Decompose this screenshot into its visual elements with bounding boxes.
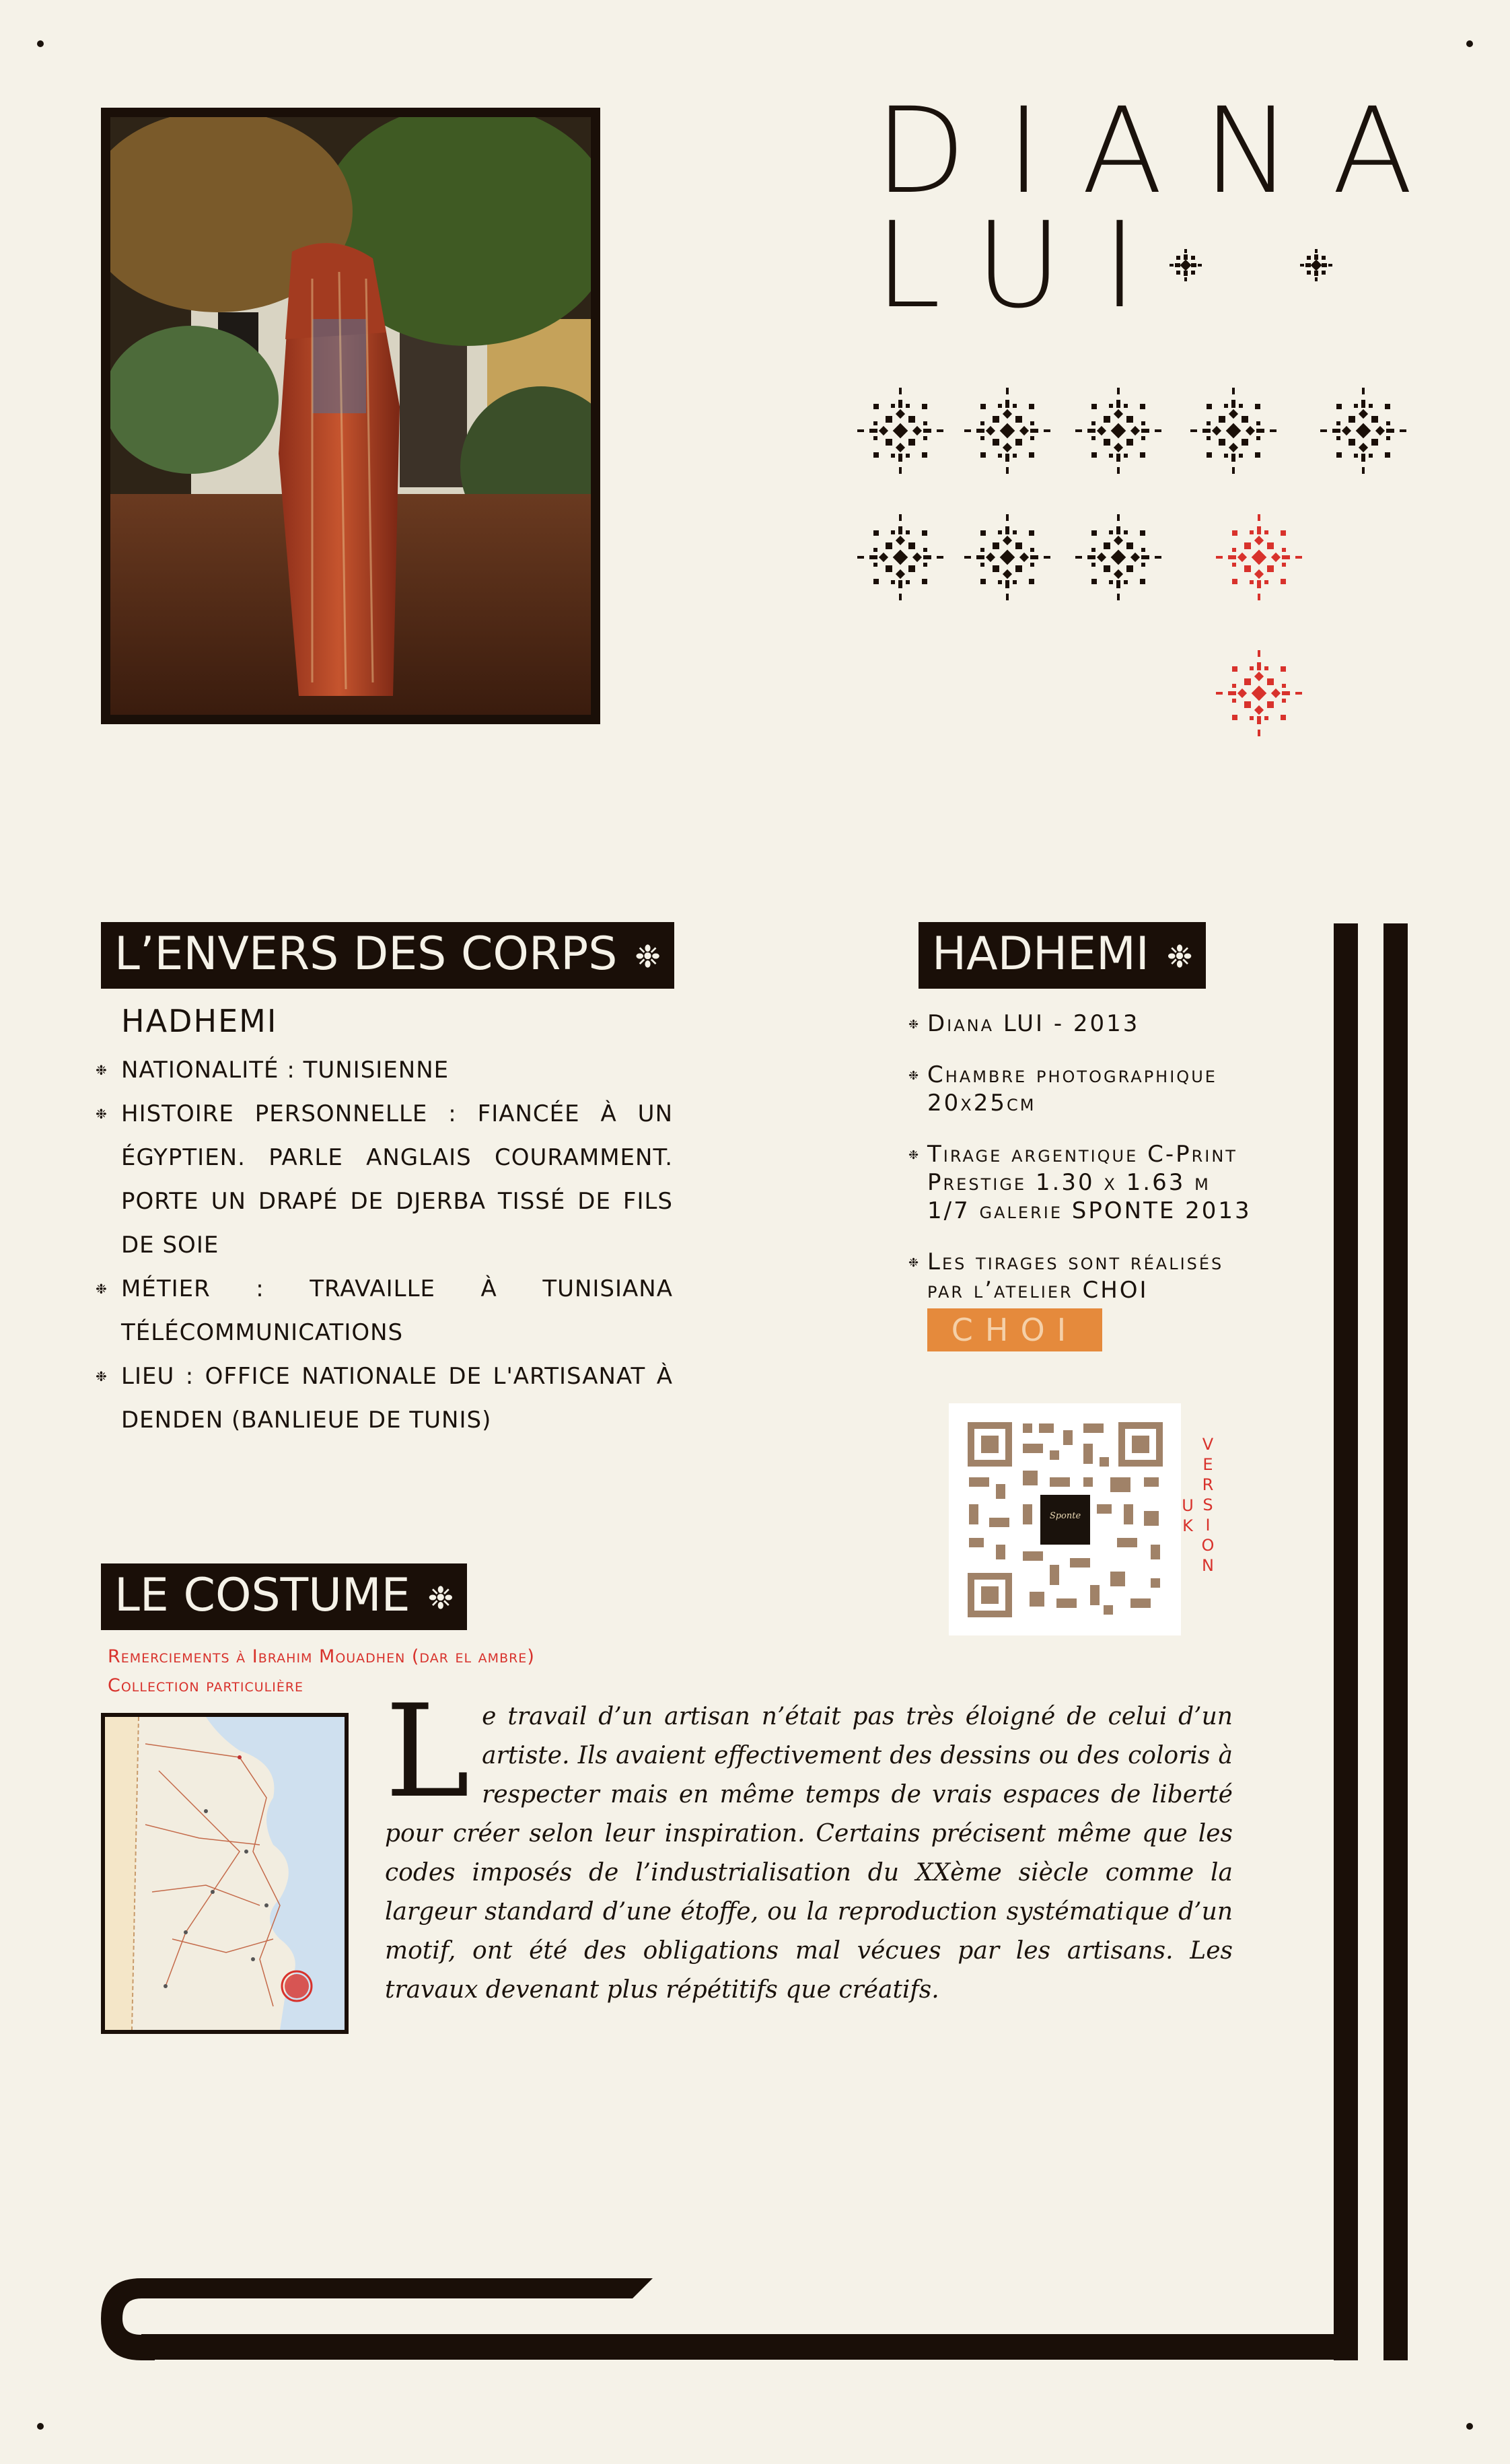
camera-info bbox=[908, 1061, 1272, 1117]
ornament-pattern bbox=[855, 229, 1487, 754]
dropcap: L bbox=[385, 1677, 470, 1826]
thanks-line: Remerciements à Ibrahim Mouadhen (dar el ambre) bbox=[108, 1646, 535, 1667]
portrait-photo-image bbox=[110, 117, 591, 715]
envers-heading-text: L’ENVERS DES CORPS bbox=[114, 927, 618, 981]
version-label: V E R S I O N bbox=[1201, 1435, 1215, 1575]
portrait-photo bbox=[101, 108, 600, 724]
tunisia-map-image bbox=[105, 1717, 345, 2030]
hadhemi-heading-text: HADHEMI bbox=[932, 927, 1149, 981]
qr-code[interactable] bbox=[949, 1403, 1181, 1635]
hadhemi-heading bbox=[919, 922, 1206, 989]
corner-dot bbox=[1466, 40, 1473, 47]
list-item: ❉ HISTOIRE PERSONNELLE : FIANCÉE À UN ÉGYPTIEN. PARLE ANGLAIS COURAMMENT. PORTE UN DRAPÉ DE DJERBA TISSÉ DE FILS DE SOIE bbox=[101, 1092, 673, 1267]
choi-logo bbox=[927, 1308, 1102, 1351]
uk-version-label bbox=[1181, 1434, 1215, 1595]
lab-line: par l’atelier CHOI bbox=[927, 1277, 1149, 1304]
uk-label: U K bbox=[1182, 1496, 1194, 1535]
print-line: Prestige 1.30 x 1.63 m bbox=[927, 1169, 1211, 1196]
corner-dot bbox=[37, 2423, 44, 2430]
corner-dot bbox=[1466, 2423, 1473, 2430]
costume-body: e travail d’un artisan n’était pas très éloigné de celui d’un artiste. Ils avaient effectivement des dessins ou des coloris à respecter mais en même temps de vrais espaces de liberté pour créer selon leur inspiration. Certains précisent même que les codes imposés de l’industrialisation du XXème siècle comme la largeur standard d’une étoffe, ou la reproduction systématique d’un motif, ont été des obligations mal vécues par les artisans. Les travaux devenant plus répétitifs que créatifs. bbox=[385, 1703, 1233, 2004]
collection-line: Collection particulière bbox=[108, 1675, 304, 1696]
print-line: 1/7 galerie SPONTE 2013 bbox=[927, 1197, 1252, 1224]
title-line-1: DIANA bbox=[875, 82, 1453, 220]
title-line-2-text: LUI bbox=[875, 197, 1178, 335]
corner-dot bbox=[37, 40, 44, 47]
camera-line: ❉ Chambre photographique bbox=[927, 1061, 1217, 1088]
snowflake-icon: ❉ bbox=[635, 938, 661, 975]
choi-logo-text: CHOI bbox=[951, 1312, 1079, 1348]
lab-info bbox=[908, 1248, 1272, 1351]
costume-heading bbox=[101, 1563, 467, 1630]
list-item: ❉ LIEU : OFFICE NATIONALE DE L'ARTISANAT À DENDEN (BANLIEUE DE TUNIS) bbox=[101, 1355, 673, 1442]
print-info bbox=[908, 1140, 1272, 1225]
costume-heading-text: LE COSTUME bbox=[114, 1569, 410, 1622]
list-item: ❉ NATIONALITÉ : TUNISIENNE bbox=[101, 1049, 673, 1092]
acknowledgements bbox=[108, 1642, 535, 1700]
subject-name: HADHEMI bbox=[121, 1003, 278, 1039]
list-item: ❉ MÉTIER : TRAVAILLE À TUNISIANA TÉLÉCOMMUNICATIONS bbox=[101, 1267, 673, 1355]
frame-vertical-bar bbox=[1334, 923, 1358, 2360]
print-line: ❉ Tirage argentique C-Print bbox=[927, 1141, 1237, 1168]
lab-line: ❉ Les tirages sont réalisés bbox=[927, 1248, 1224, 1275]
camera-line: 20x25cm bbox=[927, 1090, 1036, 1117]
qr-center-label: Sponte bbox=[1049, 1511, 1081, 1521]
tunisia-map bbox=[101, 1713, 349, 2034]
snowflake-icon: ❉ bbox=[427, 1580, 454, 1617]
snowflake-icon: ❉ bbox=[1166, 938, 1193, 975]
costume-text bbox=[385, 1677, 1233, 2010]
hadhemi-info bbox=[908, 1010, 1272, 1374]
envers-heading bbox=[101, 922, 674, 989]
credit: ❉ Diana LUI - 2013 bbox=[908, 1010, 1272, 1038]
frame-vertical-bar bbox=[1383, 923, 1408, 2360]
info-list bbox=[101, 1049, 673, 1442]
frame-hook bbox=[101, 2278, 659, 2360]
envers-info bbox=[101, 1003, 673, 1442]
